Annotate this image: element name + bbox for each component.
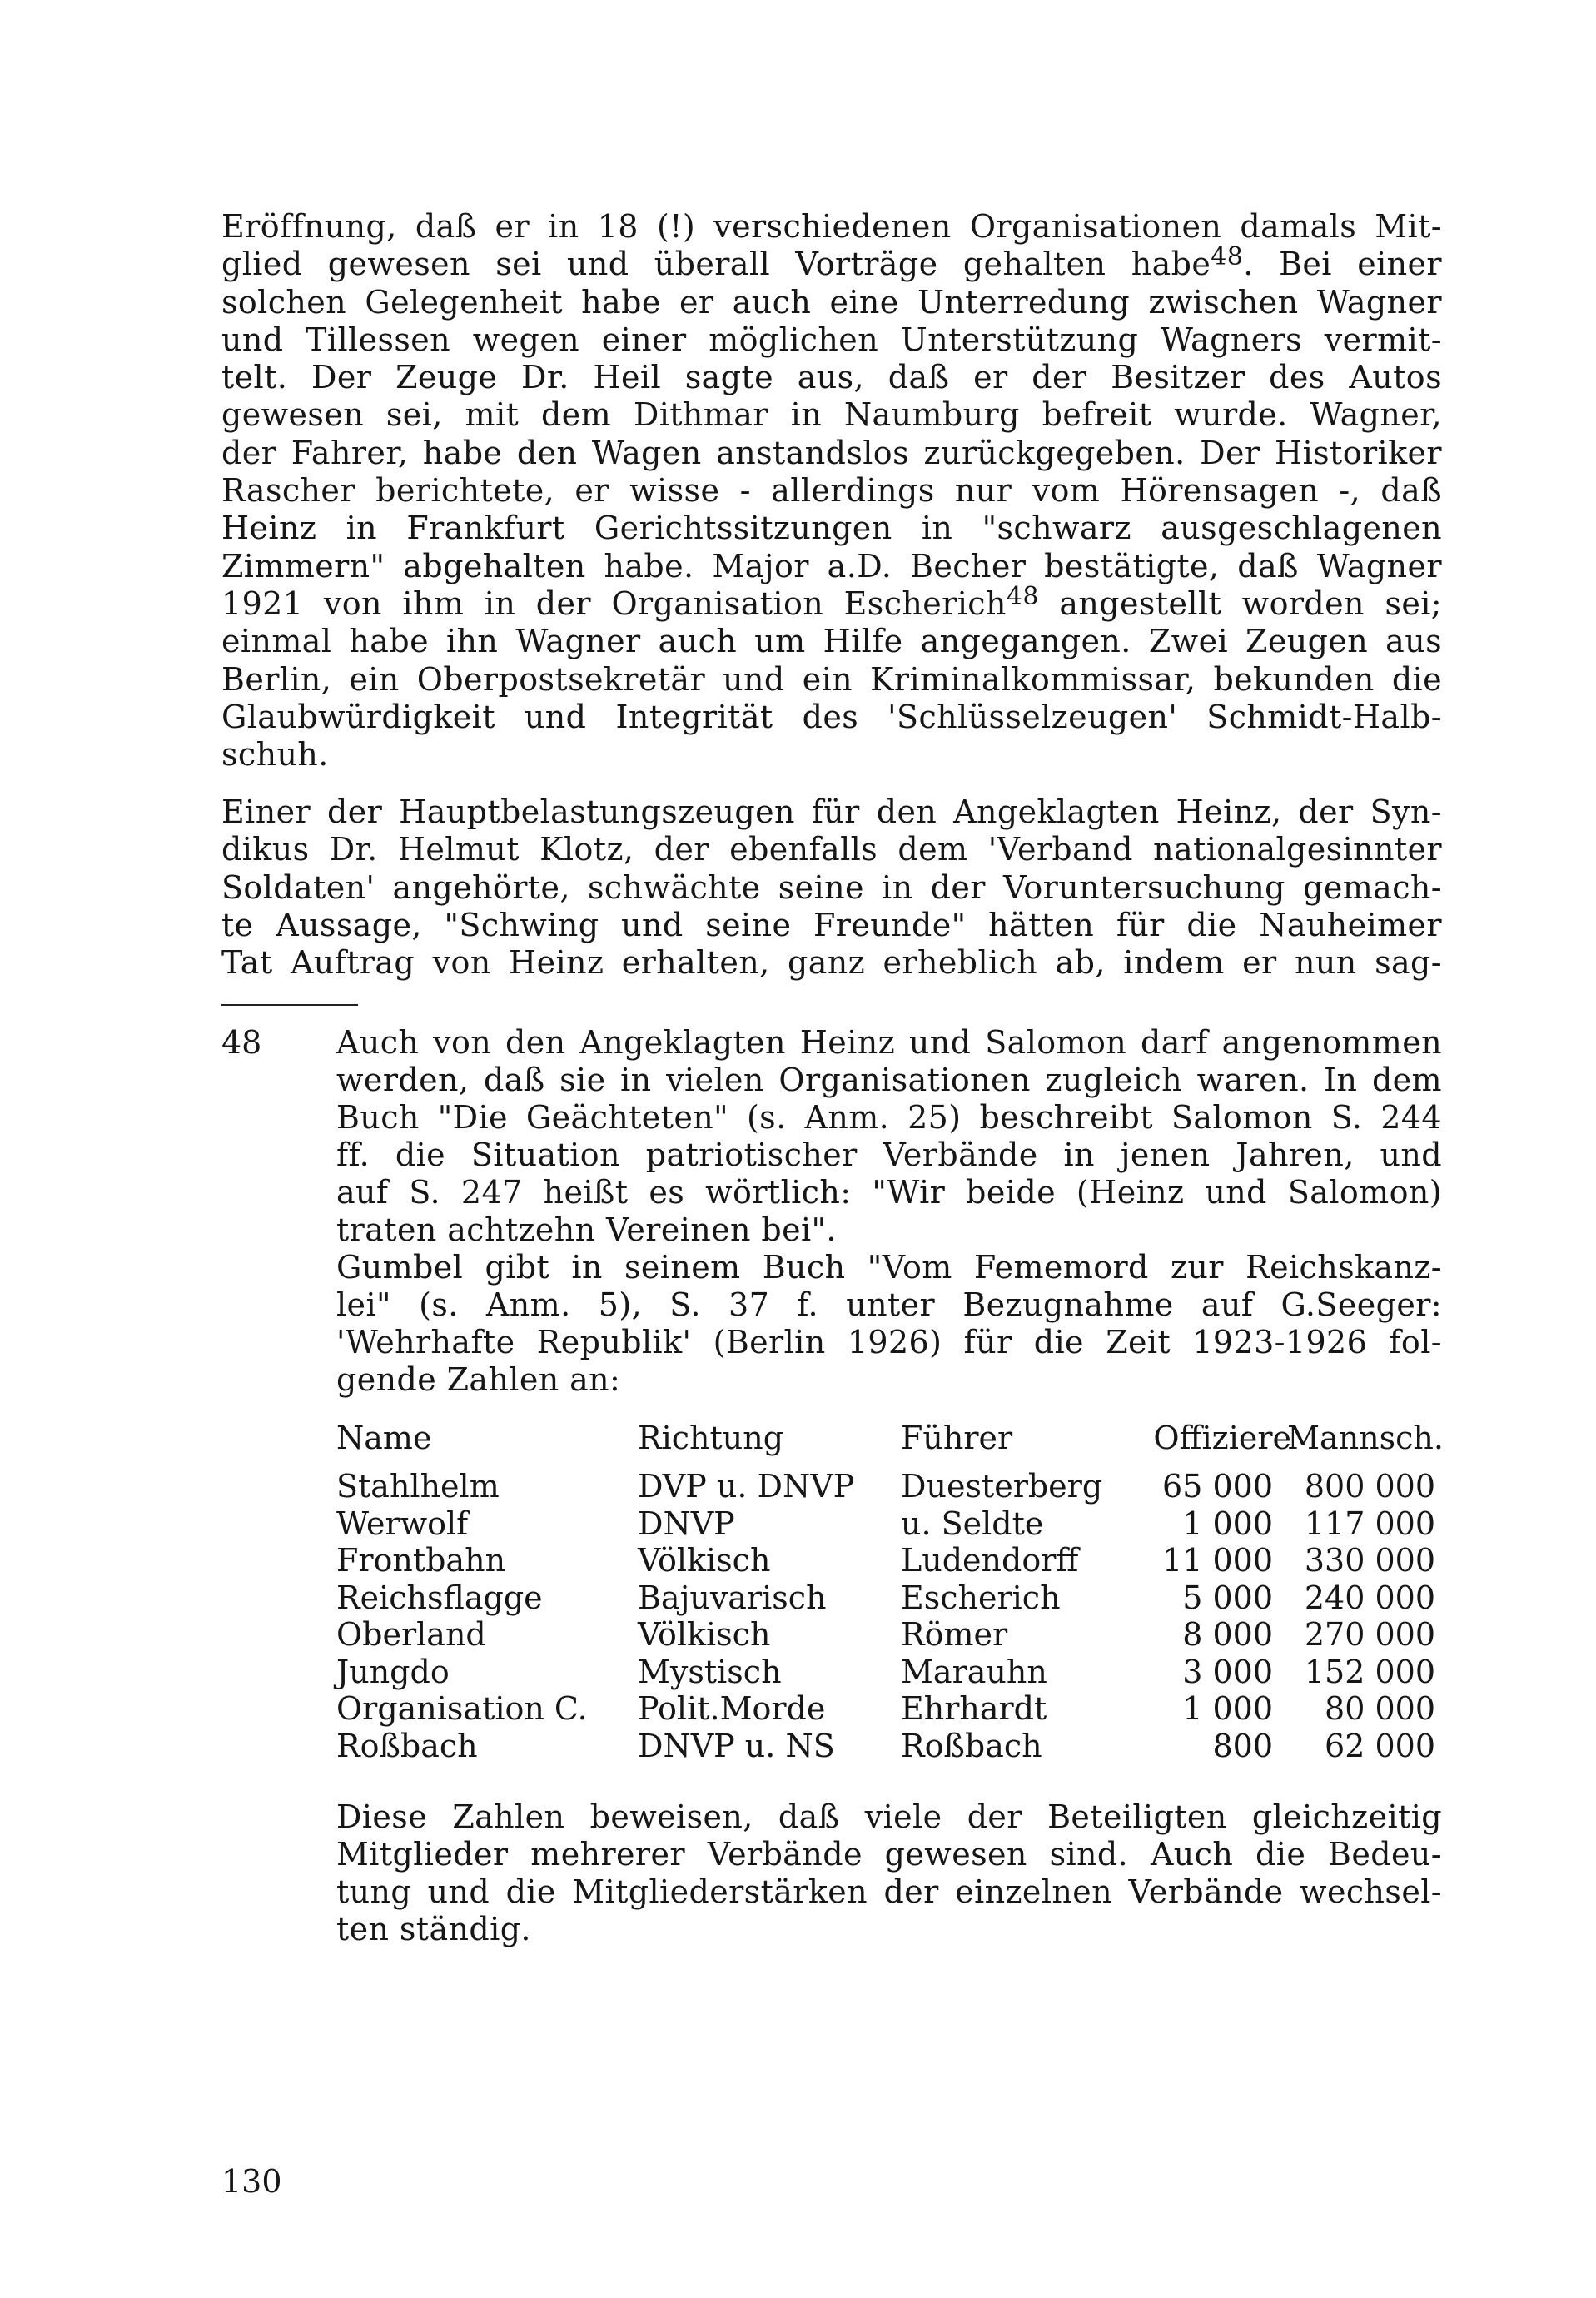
text-line: gewesen sei, mit dem Dithmar in Naumburg befreit wurde. Wagner, (221, 396, 1442, 434)
table-row (336, 1505, 1452, 1543)
text-line: Heinz in Frankfurt Gerichtssitzungen in "schwarz ausgeschlagenen (221, 510, 1442, 547)
text-line: glied gewesen sei und überall Vorträge gehalten habe$^{48}$. Bei einer (221, 242, 1442, 283)
table-row (336, 1542, 1452, 1579)
table-cell: 11 000 (1162, 1542, 1273, 1579)
table-cell: 270 000 (1304, 1616, 1435, 1653)
table-cell: DVP u. DNVP (638, 1468, 855, 1505)
table-cell: 1 000 (1182, 1690, 1273, 1727)
table-cell: Organisation C. (336, 1690, 588, 1727)
footnote-conclusion (336, 1798, 1442, 1948)
table-cell: Ehrhardt (901, 1690, 1047, 1727)
table-cell: 5 000 (1182, 1579, 1273, 1616)
table-cell: Stahlhelm (336, 1468, 500, 1505)
text-line: lei" (s. Anm. 5), S. 37 f. unter Bezugnahme auf G.Seeger: (336, 1286, 1442, 1323)
table-row (336, 1468, 1452, 1505)
header-cell: Führer (901, 1420, 1013, 1456)
text-line: solchen Gelegenheit habe er auch eine Unterredung zwischen Wagner (221, 283, 1442, 321)
table-cell: Escherich (901, 1579, 1061, 1616)
text-line: Einer der Hauptbelastungszeugen für den Angeklagten Heinz, der Syn- (221, 793, 1442, 830)
text-line: der Fahrer, habe den Wagen anstandslos zurückgegeben. Der Historiker (221, 434, 1442, 471)
text-line: 1921 von ihm in der Organisation Escherich$^{48}$ angestellt worden sei; (221, 581, 1442, 622)
table-cell: 62 000 (1325, 1727, 1435, 1764)
table-cell: u. Seldte (901, 1505, 1044, 1542)
text-line: gende Zahlen an: (336, 1361, 621, 1398)
text-line: Tat Auftrag von Heinz erhalten, ganz erheblich ab, indem er nun sag- (221, 944, 1442, 982)
table-cell: 330 000 (1304, 1542, 1435, 1579)
body-paragraph (221, 208, 1442, 773)
table-cell: 152 000 (1304, 1653, 1435, 1690)
table-cell: Mystisch (638, 1653, 782, 1690)
table-cell: 240 000 (1304, 1579, 1435, 1616)
text-line: Auch von den Angeklagten Heinz und Salomon darf angenommen (336, 1024, 1442, 1061)
text-line: Rascher berichtete, er wisse - allerdings nur vom Hörensagen -, daß (221, 472, 1442, 510)
table-cell: Frontbahn (336, 1542, 506, 1579)
statistics-table (336, 1420, 1452, 1764)
footnote-divider (221, 1004, 358, 1006)
table-cell: Roßbach (336, 1727, 478, 1764)
text-line: Gumbel gibt in seinem Buch "Vom Fememord zur Reichskanz- (336, 1249, 1442, 1286)
body-paragraph (221, 793, 1442, 982)
table-row (336, 1616, 1452, 1654)
table-cell: Reichsflagge (336, 1579, 543, 1616)
page-number: 130 (221, 2163, 282, 2200)
table-cell: Roßbach (901, 1727, 1042, 1764)
table-cell: 3 000 (1182, 1653, 1273, 1690)
table-cell: DNVP (638, 1505, 735, 1542)
text-line: ff. die Situation patriotischer Verbände in jenen Jahren, und (336, 1137, 1442, 1173)
text-line: Berlin, ein Oberpostsekretär und ein Kriminalkommissar, bekunden die (221, 660, 1442, 698)
table-cell: DNVP u. NS (638, 1727, 835, 1764)
text-line: ten ständig. (336, 1911, 531, 1947)
text-line: Soldaten' angehörte, schwächte seine in der Voruntersuchung gemach- (221, 868, 1442, 906)
text-line: schuh. (221, 736, 329, 773)
footnote-number: 48 (221, 1024, 262, 1061)
text-line: Glaubwürdigkeit und Integrität des 'Schlüsselzeugen' Schmidt-Halb- (221, 698, 1442, 735)
text-line: werden, daß sie in vielen Organisationen zugleich waren. In dem (336, 1062, 1442, 1098)
header-cell: Mannsch. (1287, 1420, 1444, 1456)
text-line: Eröffnung, daß er in 18 (!) verschiedenen Organisationen damals Mit- (221, 208, 1442, 245)
table-cell: Oberland (336, 1616, 486, 1653)
table-cell: Werwolf (336, 1505, 469, 1542)
table-cell: 65 000 (1162, 1468, 1273, 1505)
table-cell: Römer (901, 1616, 1008, 1653)
table-cell: 800 (1212, 1727, 1273, 1764)
table-cell: Völkisch (638, 1542, 771, 1579)
footnote-text (336, 1024, 1442, 1399)
text-line: Diese Zahlen beweisen, daß viele der Beteiligten gleichzeitig (336, 1798, 1442, 1835)
text-line: tung und die Mitgliederstärken der einzelnen Verbände wechsel- (336, 1873, 1442, 1910)
text-line: te Aussage, "Schwing und seine Freunde" hätten für die Nauheimer (221, 906, 1442, 943)
text-line: Mitglieder mehrerer Verbände gewesen sind. Auch die Bedeu- (336, 1836, 1442, 1873)
table-cell: 8 000 (1182, 1616, 1273, 1653)
table-cell: 1 000 (1182, 1505, 1273, 1542)
header-cell: Richtung (638, 1420, 784, 1456)
text-line: traten achtzehn Vereinen bei". (336, 1211, 837, 1248)
text-line: Buch "Die Geächteten" (s. Anm. 25) beschreibt Salomon S. 244 (336, 1099, 1442, 1136)
text-line: einmal habe ihn Wagner auch um Hilfe angegangen. Zwei Zeugen aus (221, 623, 1442, 660)
table-row (336, 1690, 1452, 1728)
table-cell: Polit.Morde (638, 1690, 826, 1727)
header-cell: Offiziere (1153, 1420, 1291, 1456)
text-line: telt. Der Zeuge Dr. Heil sagte aus, daß er der Besitzer des Autos (221, 359, 1442, 396)
table-row (336, 1728, 1452, 1765)
table-cell: Ludendorff (901, 1542, 1079, 1579)
table-cell: Bajuvarisch (638, 1579, 827, 1616)
table-cell: 117 000 (1304, 1505, 1435, 1542)
table-cell: 800 000 (1304, 1468, 1435, 1505)
header-cell: Name (336, 1420, 432, 1456)
table-cell: Marauhn (901, 1653, 1047, 1690)
text-line: dikus Dr. Helmut Klotz, der ebenfalls dem 'Verband nationalgesinnter (221, 831, 1442, 868)
table-header (336, 1420, 1452, 1468)
text-line: 'Wehrhafte Republik' (Berlin 1926) für die Zeit 1923-1926 fol- (336, 1324, 1442, 1360)
table-cell: Jungdo (336, 1653, 450, 1690)
footnote-ref: 48 (1211, 242, 1244, 272)
text-line: und Tillessen wegen einer möglichen Unterstützung Wagners vermit- (221, 321, 1442, 358)
text-line: Zimmern" abgehalten habe. Major a.D. Becher bestätigte, daß Wagner (221, 547, 1442, 584)
table-cell: 80 000 (1325, 1690, 1435, 1727)
table-row (336, 1654, 1452, 1691)
table-cell: Völkisch (638, 1616, 771, 1653)
table-row (336, 1579, 1452, 1617)
text-line: auf S. 247 heißt es wörtlich: "Wir beide (Heinz und Salomon) (336, 1174, 1442, 1211)
footnote-ref: 48 (1006, 581, 1039, 611)
table-cell: Duesterberg (901, 1468, 1103, 1505)
